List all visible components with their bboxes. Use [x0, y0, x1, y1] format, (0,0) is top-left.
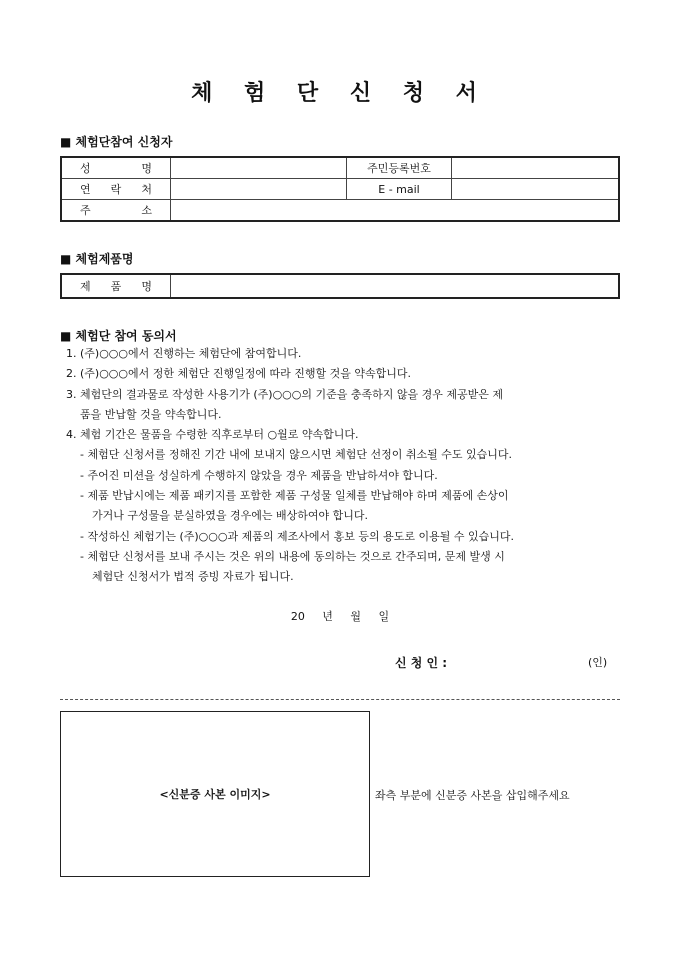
email-field[interactable]: [452, 179, 620, 200]
consent-text: [66, 344, 622, 588]
consent-line: - 작성하신 체험기는 (주)○○○과 제품의 제조사에서 홍보 등의 용도로 이용될 수 있습니다.: [80, 529, 514, 543]
rrn-label: 주민등록번호: [347, 157, 452, 179]
consent-line: 1. (주)○○○에서 진행하는 체험단에 참여합니다.: [66, 347, 302, 360]
product-field[interactable]: [171, 274, 620, 298]
address-label: 주 소: [61, 200, 171, 222]
product-label: 제 품 명: [61, 274, 171, 298]
consent-line: 품을 반납할 것을 약속합니다.: [80, 407, 222, 421]
consent-line: - 제품 반납시에는 제품 패키지를 포함한 제품 구성물 일체를 반납해야 하며 제품에 손상이: [80, 489, 509, 503]
section-product-heading: ■ 체험제품명: [60, 252, 134, 266]
consent-line: - 체험단 신청서를 정해진 기간 내에 보내지 않으시면 체험단 선정이 취소될 수도 있습니다.: [80, 448, 512, 462]
product-table: [60, 273, 620, 299]
id-copy-label: <신분증 사본 이미지>: [159, 788, 271, 801]
id-copy-box[interactable]: [60, 711, 370, 877]
cut-line: [60, 699, 620, 700]
contact-field[interactable]: [171, 179, 347, 200]
consent-line: - 주어진 미션을 성실하게 수행하지 않았을 경우 제품을 반납하셔야 합니다.: [80, 468, 438, 482]
email-label: E - mail: [347, 179, 452, 200]
consent-line: 체험단 신청서가 법적 증빙 자료가 됩니다.: [92, 570, 294, 584]
applicant-label: 신 청 인 :: [395, 656, 448, 670]
section-consent-heading: ■ 체험단 참여 동의서: [60, 329, 177, 343]
id-copy-note: 좌측 부분에 신분증 사본을 삽입해주세요: [375, 789, 570, 802]
name-field[interactable]: [171, 157, 347, 179]
consent-line: 4. 체험 기간은 물품을 수령한 직후로부터 ○월로 약속합니다.: [66, 428, 359, 442]
consent-line: 3. 체험단의 결과물로 작성한 사용기가 (주)○○○의 기준을 충족하지 않을 경우 제공받은 제: [66, 387, 503, 401]
applicant-table: [60, 156, 620, 222]
seal-mark: (인): [588, 656, 608, 669]
address-field[interactable]: [171, 200, 620, 222]
rrn-field[interactable]: [452, 157, 620, 179]
contact-label: 연 락 처: [61, 179, 171, 200]
consent-line: - 체험단 신청서를 보내 주시는 것은 위의 내용에 동의하는 것으로 간주되며, 문제 발생 시: [80, 549, 505, 563]
document-title: 체 험 단 신 청 서: [191, 80, 489, 106]
consent-line: 2. (주)○○○에서 정한 체험단 진행일정에 따라 진행할 것을 약속합니다.: [66, 367, 411, 381]
date-line: 20 년 월 일: [290, 610, 390, 623]
name-label: 성 명: [61, 157, 171, 179]
section-applicant-heading: ■ 체험단참여 신청자: [60, 135, 173, 149]
consent-line: 가거나 구성물을 분실하였을 경우에는 배상하여야 합니다.: [92, 509, 369, 523]
